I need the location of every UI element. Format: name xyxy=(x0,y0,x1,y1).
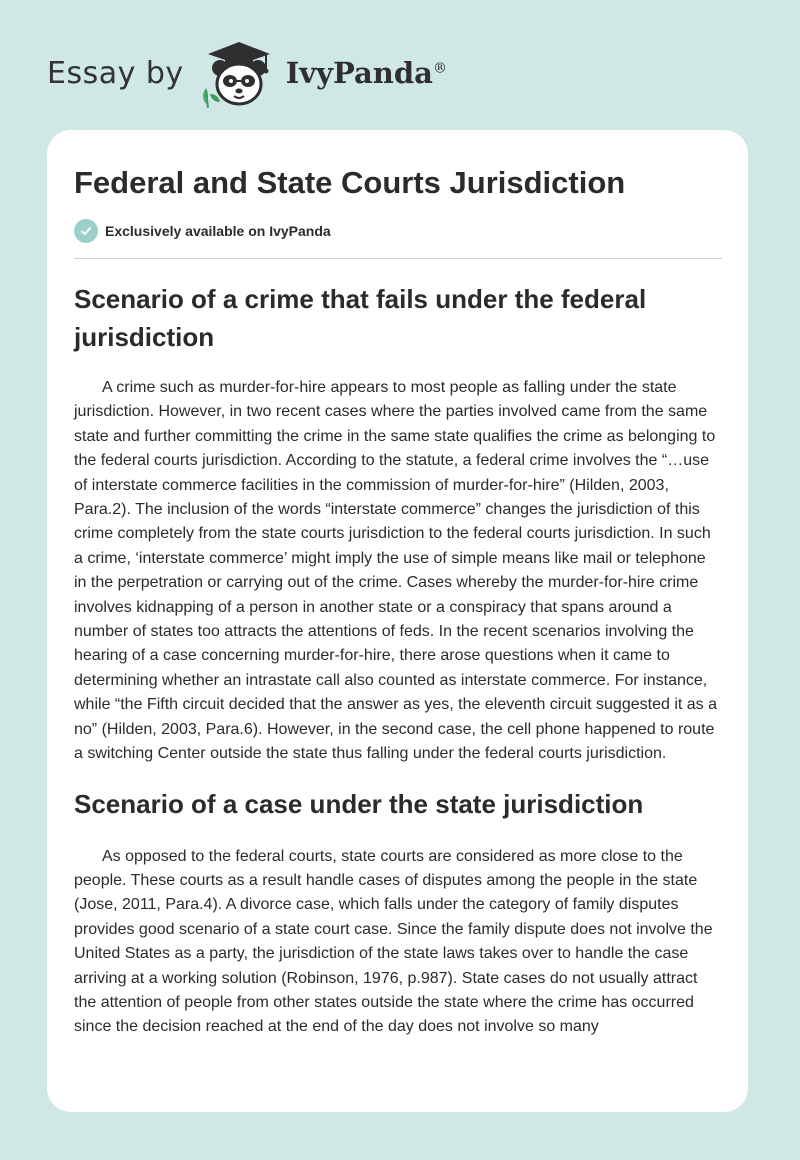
section-paragraph: As opposed to the federal courts, state courts are considered as more close to the people. These courts as a result handle cases of disputes among the people in the state (Jose, 2011, Para.4). A divorce case, which falls under the category of family disputes provides good scenario of a state court case. Since the family dispute does not involve the United States as a party, the jurisdiction of the state laws takes over to handle the case arriving at a working solution (Robinson, 1976, p.987). State cases do not usually attract the attention of people from other states outside the state where the crime has occurred since the decision reached at the end of the day does not involve so many xyxy=(74,847,713,1036)
exclusive-badge xyxy=(74,219,722,243)
brand-prefix: Essay by xyxy=(47,55,184,91)
page-title: Federal and State Courts Jurisdiction xyxy=(74,165,626,200)
panda-logo-icon xyxy=(198,38,280,108)
divider xyxy=(74,258,722,259)
section-heading: Scenario of a crime that fails under the federal jurisdiction xyxy=(74,284,647,352)
check-icon xyxy=(74,219,98,243)
site-brand[interactable] xyxy=(47,38,447,108)
essay-card xyxy=(47,130,748,1112)
section-state xyxy=(74,785,722,1040)
section-federal xyxy=(74,280,722,767)
brand-name: IvyPanda® xyxy=(285,56,447,90)
section-heading: Scenario of a case under the state jurisdiction xyxy=(74,788,644,819)
exclusive-badge-label: Exclusively available on IvyPanda xyxy=(105,223,331,239)
section-paragraph: A crime such as murder-for-hire appears to most people as falling under the state jurisdiction. However, in two recent cases where the parties involved came from the same state and further committing the crime in the same state qualifies the crime as belonging to the federal courts jurisdiction. According to the statute, a federal crime involves the “…use of interstate commerce facilities in the commission of murder-for-hire” (Hilden, 2003, Para.2). The inclusion of the words “interstate commerce” changes the jurisdiction of this crime completely from the state courts jurisdiction to the federal courts jurisdiction. In such a crime, ‘interstate commerce’ might imply the use of simple means like mail or telephone in the perpetration or carrying out of the crime. Cases whereby the murder-for-hire crime involves kidnapping of a person in another state or a conspiracy that spans around a number of states too attracts the attentions of feds. In the recent scenarios involving the hearing of a case concerning murder-for-hire, there arose questions when it came to determining whether an intrastate call also counted as interstate commerce. For instance, while “the Fifth circuit decided that the answer as yes, the eleventh circuit suggested it as a no” (Hilden, 2003, Para.6). However, in the second case, the cell phone happened to route a switching Center outside the state thus falling under the federal courts jurisdiction. xyxy=(74,379,717,763)
